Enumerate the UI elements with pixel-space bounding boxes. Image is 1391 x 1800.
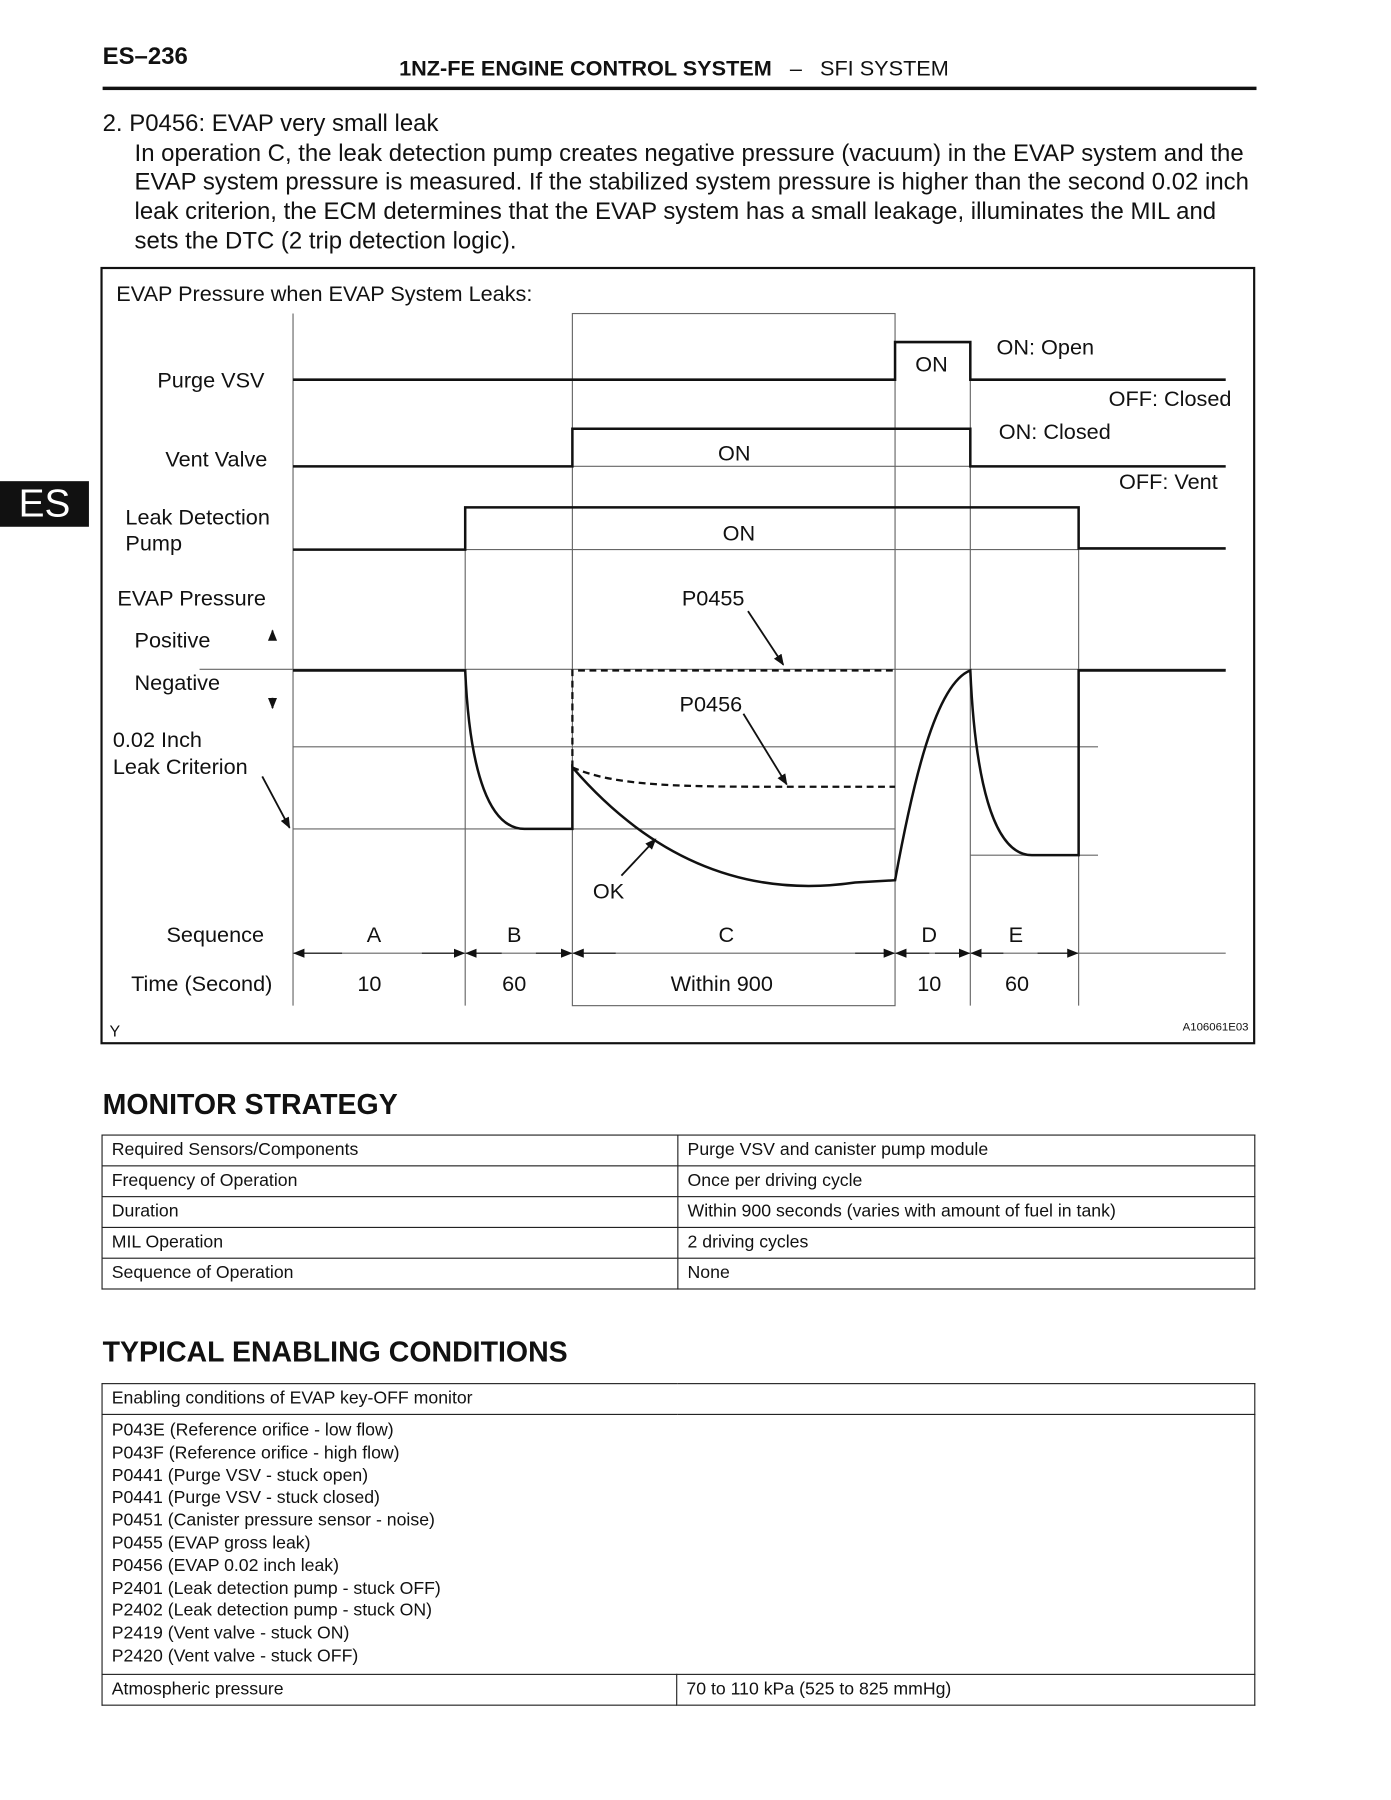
intro-heading: 2. P0456: EVAP very small leak <box>102 110 439 137</box>
label-sequence: Sequence <box>166 921 265 947</box>
header-separator: – <box>789 57 802 81</box>
label-pump-2: Pump <box>125 530 183 556</box>
seq-time: 60 <box>1005 970 1030 996</box>
list-item: P2420 (Vent valve - stuck OFF) <box>111 1646 359 1666</box>
seq-time: 10 <box>917 970 942 996</box>
list-item: P043E (Reference orifice - low flow) <box>111 1420 394 1441</box>
p0455-trace <box>572 670 895 767</box>
seq-time: 10 <box>357 970 382 996</box>
vent-off-desc: OFF: Vent <box>1119 469 1218 495</box>
annotation-p0456: P0456 <box>679 691 743 717</box>
purge-off-desc: OFF: Closed <box>1108 385 1232 411</box>
p0456-trace <box>572 767 895 786</box>
seq-label: C <box>718 921 735 947</box>
annotation-arrows <box>262 611 786 876</box>
table-cell: Frequency of Operation <box>102 1166 678 1197</box>
seq-time: 60 <box>502 970 527 996</box>
table-row <box>102 1135 1255 1166</box>
label-criterion-1: 0.02 Inch <box>112 726 202 752</box>
vent-on: ON <box>718 440 751 466</box>
monitor-strategy-heading: MONITOR STRATEGY <box>102 1088 398 1121</box>
list-item: P0455 (EVAP gross leak) <box>111 1533 311 1553</box>
label-pump-1: Leak Detection <box>125 504 270 530</box>
table-row <box>102 1674 1255 1705</box>
subsection-title: SFI SYSTEM <box>819 57 949 81</box>
intro-section <box>103 109 1255 256</box>
figure-id: A106061E03 <box>1182 1021 1249 1034</box>
monitor-strategy-table <box>101 1134 1255 1289</box>
list-item: P2401 (Leak detection pump - stuck OFF) <box>111 1578 441 1599</box>
pump-on: ON <box>722 520 756 546</box>
annotation-ok: OK <box>592 878 625 904</box>
table-row <box>102 1258 1255 1289</box>
purge-on: ON <box>915 351 948 377</box>
section-title: 1NZ-FE ENGINE CONTROL SYSTEM <box>399 57 772 81</box>
table-cell: Purge VSV and canister pump module <box>678 1135 1255 1166</box>
label-evap-pressure: EVAP Pressure <box>117 585 266 611</box>
page-number: ES–236 <box>102 43 188 70</box>
annotation-p0455: P0455 <box>681 585 745 611</box>
diagram-frame <box>101 268 1254 1043</box>
grid-lines <box>200 314 1226 1006</box>
section-side-tab: ES <box>0 481 89 527</box>
label-time: Time (Second) <box>131 970 273 996</box>
table-cell: Within 900 seconds (varies with amount of fuel in tank) <box>678 1197 1255 1228</box>
table-cell: Atmospheric pressure <box>102 1674 677 1705</box>
table-cell: 70 to 110 kPa (525 to 825 mmHg) <box>677 1674 1255 1705</box>
seq-label: B <box>507 921 522 947</box>
table-row <box>102 1197 1255 1228</box>
table-header-row <box>102 1384 1255 1415</box>
pump-trace <box>293 507 1226 549</box>
table-row <box>102 1166 1255 1197</box>
evap-pressure-diagram <box>100 267 1255 1045</box>
vent-on-desc: ON: Closed <box>998 418 1111 444</box>
table-cell: 2 driving cycles <box>678 1227 1255 1258</box>
label-positive: Positive <box>134 627 211 653</box>
seq-time: Within 900 <box>670 970 773 996</box>
table-cell: Once per driving cycle <box>678 1166 1255 1197</box>
list-item: P0441 (Purge VSV - stuck closed) <box>111 1488 380 1508</box>
label-vent-valve: Vent Valve <box>165 446 268 472</box>
seq-label: A <box>366 921 382 947</box>
enabling-dtc-list <box>102 1414 1255 1674</box>
enabling-conditions-heading: TYPICAL ENABLING CONDITIONS <box>102 1336 568 1369</box>
evap-pressure-trace <box>293 670 1226 886</box>
list-item: P0456 (EVAP 0.02 inch leak) <box>111 1556 340 1576</box>
list-item: P0451 (Canister pressure sensor - noise) <box>111 1510 435 1531</box>
table-cell: Required Sensors/Components <box>102 1135 678 1166</box>
table-row <box>102 1227 1255 1258</box>
enabling-header: Enabling conditions of EVAP key-OFF monitor <box>102 1384 1255 1415</box>
corner-mark: Y <box>109 1023 121 1041</box>
table-cell: Sequence of Operation <box>102 1258 678 1289</box>
table-row <box>102 1414 1255 1674</box>
label-purge-vsv: Purge VSV <box>157 367 265 393</box>
table-cell: None <box>678 1258 1255 1289</box>
seq-label: E <box>1008 921 1024 947</box>
enabling-conditions-table <box>101 1383 1255 1705</box>
seq-label: D <box>921 921 938 947</box>
leak-traces <box>572 670 895 786</box>
table-cell: MIL Operation <box>102 1227 678 1258</box>
intro-body: In operation C, the leak detection pump creates negative pressure (vacuum) in the EVAP system and the EVAP system pressure is measured. If the stabilized system pressure is higher than the second 0.02 inch leak criterion, the ECM determines that the EVAP system has a small leakage, illuminates the MIL and sets the DTC (2 trip detection logic). <box>134 139 1249 255</box>
purge-on-desc: ON: Open <box>996 334 1095 360</box>
list-item: P2402 (Leak detection pump - stuck ON) <box>111 1601 432 1621</box>
list-item: P043F (Reference orifice - high flow) <box>111 1443 400 1463</box>
table-cell: Duration <box>102 1197 678 1228</box>
header-rule <box>103 87 1257 90</box>
list-item: P0441 (Purge VSV - stuck open) <box>111 1465 369 1486</box>
list-item: P2419 (Vent valve - stuck ON) <box>111 1623 350 1644</box>
diagram-title: EVAP Pressure when EVAP System Leaks: <box>116 281 533 307</box>
label-negative: Negative <box>134 669 221 695</box>
page-header <box>399 57 949 82</box>
label-criterion-2: Leak Criterion <box>112 754 248 780</box>
